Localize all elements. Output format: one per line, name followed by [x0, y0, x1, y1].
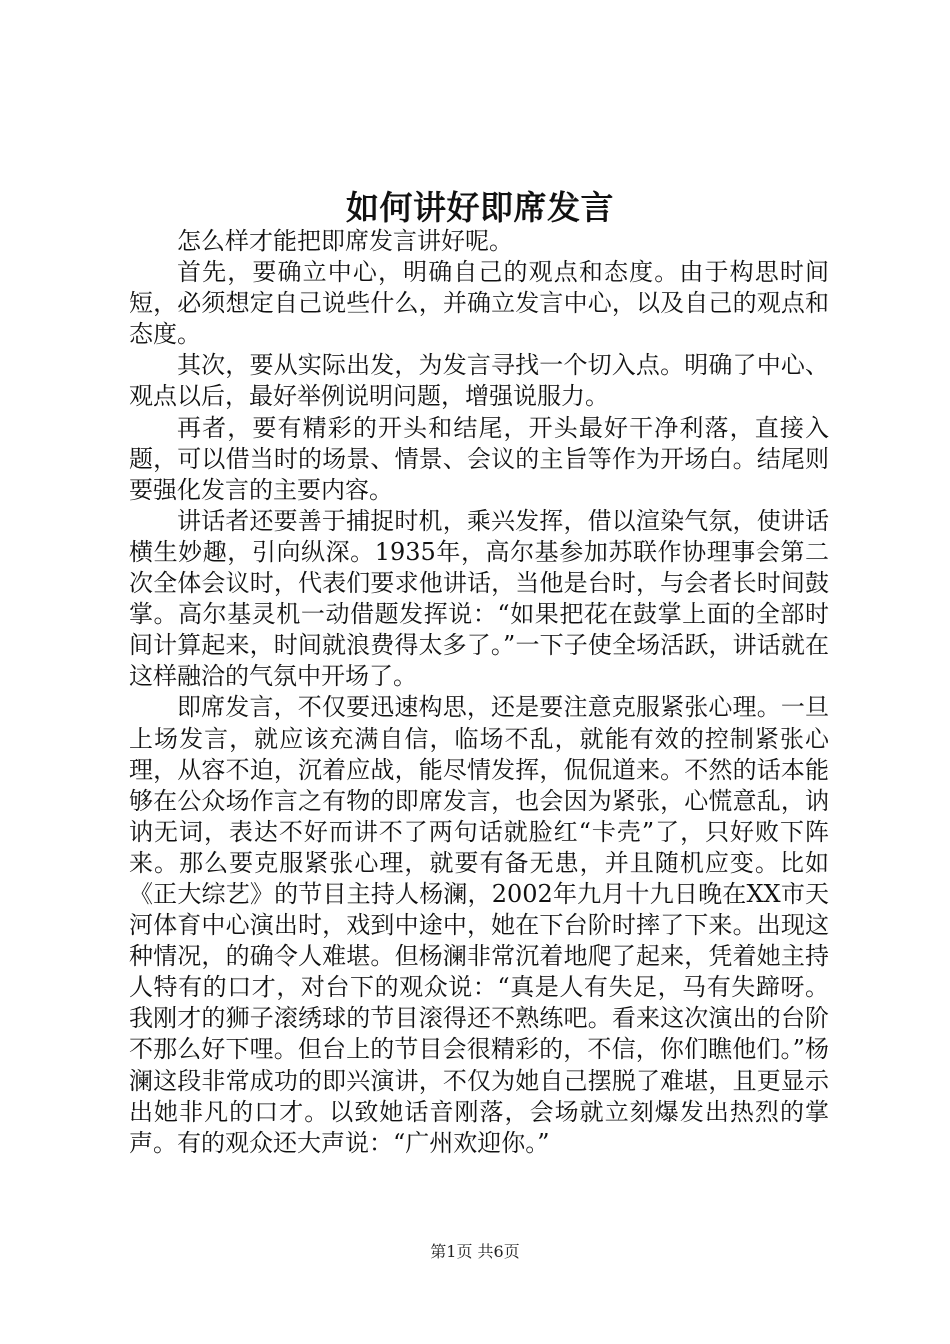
document-body — [129, 226, 829, 1159]
paragraph-second-point: 其次，要从实际出发，为发言寻找一个切入点。明确了中心、观点以后，最好举例说明问题，增强说服力。 — [129, 351, 829, 411]
paragraph-overcome-nervousness: 即席发言，不仅要迅速构思，还是要注意克服紧张心理。一旦上场发言，就应该充满自信，临场不乱，就能有效的控制紧张心理，从容不迫，沉着应战，能尽情发挥，侃侃道来。不然的话本能够在公众场作言之有物的即席发言，也会因为紧张，心慌意乱，讷讷无词，表达不好而讲不了两句话就脸红“卡壳”了，只好败下阵来。那么要克服紧张心理，就要有备无患，并且随机应变。比如《正大综艺》的节目主持人杨澜，2002年九月十九日晚在XX市天河体育中心演出时，戏到中途中，她在下台阶时摔了下来。出现这种情况，的确令人难堪。但杨澜非常沉着地爬了起来，凭着她主持人特有的口才，对台下的观众说：“真是人有失足，马有失蹄呀。我刚才的狮子滚绣球的节目滚得还不熟练吧。看来这次演出的台阶不那么好下哩。但台上的节目会很精彩的，不信，你们瞧他们。”杨澜这段非常成功的即兴演讲，不仅为她自己摆脱了难堪，且更显示出她非凡的口才。以致她话音刚落，会场就立刻爆发出热烈的掌声。有的观众还大声说：“广州欢迎你。” — [129, 693, 829, 1157]
paragraph-first-point: 首先，要确立中心，明确自己的观点和态度。由于构思时间短，必须想定自己说些什么，并确立发言中心，以及自己的观点和态度。 — [129, 258, 829, 349]
page-footer: 第1页 共6页 — [430, 1242, 520, 1261]
document-title: 如何讲好即席发言 — [346, 188, 614, 227]
paragraph-third-point: 再者，要有精彩的开头和结尾，开头最好干净利落，直接入题，可以借当时的场景、情景、会议的主旨等作为开场白。结尾则要强化发言的主要内容。 — [129, 413, 829, 504]
paragraph-seize-opportunity: 讲话者还要善于捕捉时机，乘兴发挥，借以渲染气氛，使讲话横生妙趣，引向纵深。1935年，高尔基参加苏联作协理事会第二次全体会议时，代表们要求他讲话，当他是台时，与会者长时间鼓掌。高尔基灵机一动借题发挥说：“如果把花在鼓掌上面的全部时间计算起来，时间就浪费得太多了。”一下子使全场活跃，讲话就在这样融洽的气氛中开场了。 — [129, 506, 829, 691]
paragraph-intro: 怎么样才能把即席发言讲好呢。 — [177, 227, 513, 255]
